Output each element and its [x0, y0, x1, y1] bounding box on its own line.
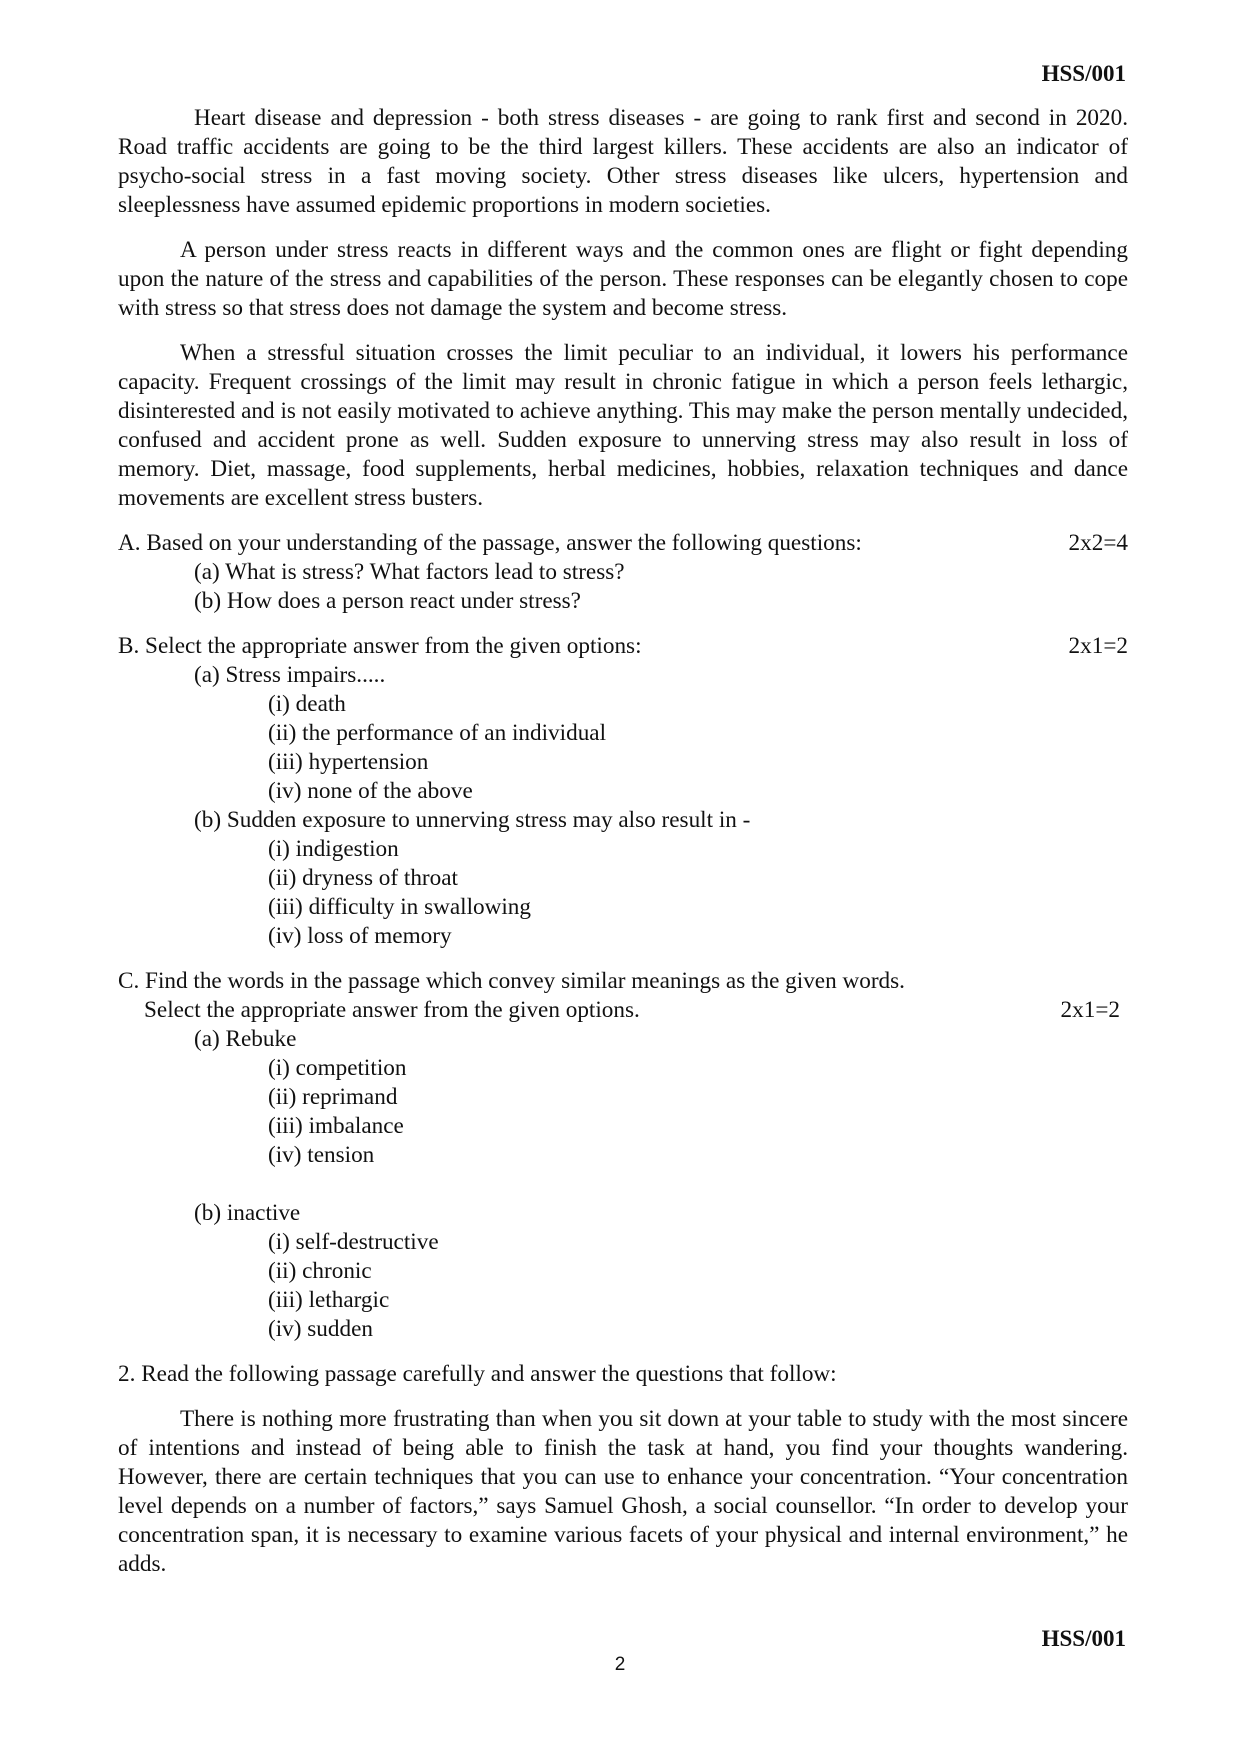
- question-stem: (b) inactive: [194, 1200, 301, 1226]
- section-a: [118, 529, 1128, 616]
- answer-option: (iii) hypertension: [268, 749, 429, 775]
- section-b-heading: B. Select the appropriate answer from the given options:: [118, 633, 642, 659]
- spacer: [118, 1170, 1128, 1199]
- answer-option: (iv) sudden: [268, 1316, 373, 1342]
- question-item: (b) How does a person react under stress?: [194, 588, 581, 614]
- answer-option: (iv) none of the above: [268, 778, 473, 804]
- section-a-marks: 2x2=4: [1068, 530, 1128, 556]
- answer-option: (iv) loss of memory: [268, 923, 452, 949]
- answer-option: (iii) difficulty in swallowing: [268, 894, 531, 920]
- answer-option: (i) competition: [268, 1055, 407, 1081]
- answer-option: (i) indigestion: [268, 836, 399, 862]
- section-b-marks: 2x1=2: [1068, 633, 1128, 659]
- section-c-subheader: [118, 996, 1128, 1025]
- answer-option: (ii) reprimand: [268, 1084, 398, 1110]
- page-content: [118, 104, 1128, 1595]
- paper-code-header: HSS/001: [1041, 61, 1126, 86]
- section-b: [118, 632, 1128, 951]
- section-c-heading: C. Find the words in the passage which convey similar meanings as the given words.: [118, 968, 905, 994]
- answer-option: (ii) dryness of throat: [268, 865, 458, 891]
- passage-paragraph: When a stressful situation crosses the limit peculiar to an individual, it lowers his performance capacity. Frequent crossings of the limit may result in chronic fatigue in which a person feels lethargic, disinterested and is not easily motivated to achieve anything. This may make the person mentally undecided, confused and accident prone as well. Sudden exposure to unnerving stress may also result in loss of memory. Diet, massage, food supplements, herbal medicines, hobbies, relaxation techniques and dance movements are excellent stress busters.: [118, 340, 1128, 511]
- section-c-subheading: Select the appropriate answer from the given options.: [144, 997, 640, 1023]
- passage-paragraph: Heart disease and depression - both stress diseases - are going to rank first and second in 2020. Road traffic accidents are going to be the third largest killers. These accidents are also an indicator of psycho-social stress in a fast moving society. Other stress diseases like ulcers, hypertension and sleeplessness have assumed epidemic proportions in modern societies.: [118, 105, 1128, 218]
- passage-paragraph: There is nothing more frustrating than when you sit down at your table to study with the most sincere of intentions and instead of being able to finish the task at hand, you find your thoughts wandering. However, there are certain techniques that you can use to enhance your concentration. “Your concentration level depends on a number of factors,” says Samuel Ghosh, a social counsellor. “In order to develop your concentration span, it is necessary to examine various facets of your physical and internal environment,” he adds.: [118, 1406, 1128, 1577]
- answer-option: (ii) chronic: [268, 1258, 372, 1284]
- page-number: 2: [614, 1654, 626, 1675]
- answer-option: (iv) tension: [268, 1142, 375, 1168]
- answer-option: (iii) imbalance: [268, 1113, 404, 1139]
- section-a-header: [118, 529, 1128, 558]
- question-item: (a) What is stress? What factors lead to stress?: [194, 559, 625, 585]
- section-b-header: [118, 632, 1128, 661]
- section-c-marks: 2x1=2: [1060, 997, 1120, 1023]
- question-stem: (a) Stress impairs.....: [194, 662, 386, 688]
- answer-option: (i) death: [268, 691, 346, 717]
- answer-option: (ii) the performance of an individual: [268, 720, 607, 746]
- question-2-heading: 2. Read the following passage carefully and answer the questions that follow:: [118, 1361, 837, 1387]
- question-stem: (b) Sudden exposure to unnerving stress may also result in -: [194, 807, 751, 833]
- answer-option: (iii) lethargic: [268, 1287, 390, 1313]
- passage-paragraph: A person under stress reacts in different ways and the common ones are flight or fight depending upon the nature of the stress and capabilities of the person. These responses can be elegantly chosen to cope with stress so that stress does not damage the system and become stress.: [118, 237, 1128, 321]
- paper-code-footer: HSS/001: [1041, 1626, 1126, 1651]
- section-c: [118, 967, 1128, 1344]
- section-a-heading: A. Based on your understanding of the passage, answer the following questions:: [118, 530, 862, 556]
- question-stem: (a) Rebuke: [194, 1026, 297, 1052]
- answer-option: (i) self-destructive: [268, 1229, 439, 1255]
